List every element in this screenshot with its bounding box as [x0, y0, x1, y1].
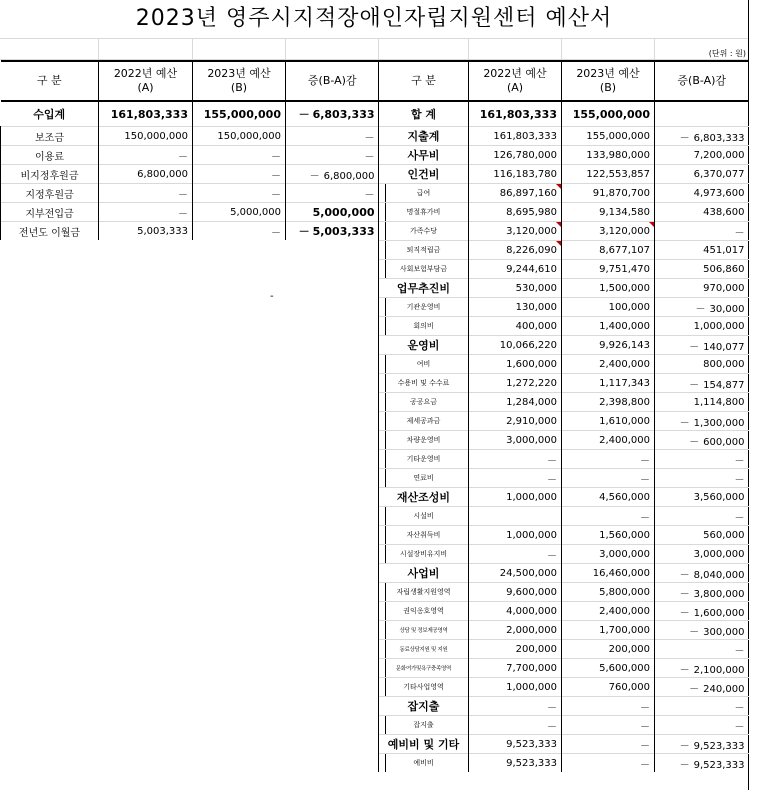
expense-row-2023: 1,500,000 — [562, 279, 655, 298]
income-row-diff: － — [286, 146, 379, 165]
expense-row-2022: 9,523,333 — [469, 754, 562, 773]
expense-row-diff: － — [655, 697, 749, 716]
expense-row-label: 여비 — [379, 355, 469, 374]
income-row — [1, 203, 379, 222]
expense-row-2023: － — [562, 469, 655, 488]
expense-row-diff: － — [655, 469, 749, 488]
expense-row — [379, 526, 749, 545]
expense-row-label: 운영비 — [379, 336, 469, 355]
stray-dash: - — [270, 291, 274, 302]
income-header-row — [1, 61, 379, 101]
expense-row-2022: 1,284,000 — [469, 393, 562, 412]
grid-cell — [468, 39, 469, 59]
header-division: 구 분 — [1, 61, 99, 101]
expense-row-2022: 116,183,780 — [469, 165, 562, 184]
expense-row-diff: － 300,000 — [655, 621, 749, 640]
expense-row-label: 기타운영비 — [379, 450, 469, 469]
expense-row-2023: 1,117,343 — [562, 374, 655, 393]
income-row-2022: － — [99, 184, 193, 203]
income-row-2022: 5,003,333 — [99, 222, 193, 241]
expense-row-label: 지출계 — [379, 127, 469, 146]
expense-row-diff: 7,200,000 — [655, 146, 749, 165]
expense-row-diff: 800,000 — [655, 355, 749, 374]
page-title: 2023년 영주시지적장애인자립지원센터 예산서 — [135, 6, 613, 31]
expense-row — [379, 393, 749, 412]
expense-row-diff: 970,000 — [655, 279, 749, 298]
expense-row-label: 공공요금 — [379, 393, 469, 412]
expense-row-2022: 130,000 — [469, 298, 562, 317]
income-row-diff: 5,000,000 — [286, 203, 379, 222]
income-row-2023: － — [193, 222, 286, 241]
income-total-label: 수입계 — [1, 101, 99, 127]
expense-row-2022: 8,695,980 — [469, 203, 562, 222]
expense-row — [379, 127, 749, 146]
income-row-diff: － 6,800,000 — [286, 165, 379, 184]
expense-row — [379, 317, 749, 336]
expense-row-2022: 200,000 — [469, 640, 562, 659]
expense-row-2023: 2,400,000 — [562, 431, 655, 450]
expense-row-2023: 1,610,000 — [562, 412, 655, 431]
income-row — [1, 127, 379, 146]
expense-row-label: 업무추진비 — [379, 279, 469, 298]
expense-row-2022: 1,600,000 — [469, 355, 562, 374]
expense-row — [379, 659, 749, 678]
expense-row-label: 예비비 및 기타 — [379, 735, 469, 754]
expense-row-2023: 2,400,000 — [562, 355, 655, 374]
header-diff: 증(B-A)감 — [286, 61, 379, 101]
expense-row — [379, 678, 749, 697]
expense-row-2022: 3,000,000 — [469, 431, 562, 450]
expense-row-label: 수용비 및 수수료 — [379, 374, 469, 393]
expense-row-diff: － 1,600,000 — [655, 602, 749, 621]
expense-row-2022: － — [469, 545, 562, 564]
expense-row-2022: 9,600,000 — [469, 583, 562, 602]
expense-row — [379, 203, 749, 222]
expense-row — [379, 336, 749, 355]
expense-row-label: 잡지출 — [379, 697, 469, 716]
expense-row — [379, 640, 749, 659]
expense-row-diff: 1,114,800 — [655, 393, 749, 412]
expense-row-label: 급여 — [379, 184, 469, 203]
expense-row-2022: － — [469, 469, 562, 488]
income-row-label: 보조금 — [1, 127, 99, 146]
expense-row-diff: － — [655, 716, 749, 735]
expense-row-2023: 1,400,000 — [562, 317, 655, 336]
expense-row-diff: － — [655, 507, 749, 526]
income-row-2022: 6,800,000 — [99, 165, 193, 184]
blank-grid-row — [0, 38, 748, 60]
expense-row — [379, 279, 749, 298]
expense-row-2023: － — [562, 735, 655, 754]
expense-row-label: 동료상담지원 및 지원 — [379, 640, 469, 659]
expense-row — [379, 184, 749, 203]
expense-row — [379, 564, 749, 583]
expense-row-label: 상담 및 정보제공영역 — [379, 621, 469, 640]
expense-row-diff: 438,600 — [655, 203, 749, 222]
expense-row-label: 사업비 — [379, 564, 469, 583]
expense-row-2023: 1,560,000 — [562, 526, 655, 545]
expense-row-2022: 1,272,220 — [469, 374, 562, 393]
expense-row-2023: 133,980,000 — [562, 146, 655, 165]
grid-cell — [285, 39, 286, 59]
expense-row-2023: 8,677,107 — [562, 241, 655, 260]
expense-row-label: 자산취득비 — [379, 526, 469, 545]
income-row-label: 지부전입금 — [1, 203, 99, 222]
income-row-2022: － — [99, 146, 193, 165]
expense-total-label: 합 계 — [379, 101, 469, 127]
expense-total-2022: 161,803,333 — [469, 101, 562, 127]
expense-row-label: 명절휴가비 — [379, 203, 469, 222]
header-2022: 2022년 예산 (A) — [469, 61, 562, 101]
expense-row-diff: 3,000,000 — [655, 545, 749, 564]
expense-row-2023: 1,700,000 — [562, 621, 655, 640]
expense-row — [379, 716, 749, 735]
expense-row-2023: 200,000 — [562, 640, 655, 659]
grid-cell — [98, 39, 99, 59]
income-row-label: 전년도 이월금 — [1, 222, 99, 241]
expense-row-2022: 2,000,000 — [469, 621, 562, 640]
expense-row — [379, 146, 749, 165]
expense-row-diff: 1,000,000 — [655, 317, 749, 336]
expense-row-2022: 8,226,090 — [469, 241, 562, 260]
expense-row-2022: 1,000,000 — [469, 678, 562, 697]
expense-row-2023: 4,560,000 — [562, 488, 655, 507]
expense-row-label: 예비비 — [379, 754, 469, 773]
expense-row-label: 기관운영비 — [379, 298, 469, 317]
expense-row-label: 재산조성비 — [379, 488, 469, 507]
expense-row-label: 자립생활지원영역 — [379, 583, 469, 602]
expense-row-label: 인건비 — [379, 165, 469, 184]
expense-row-2022: 3,120,000 — [469, 222, 562, 241]
expense-row-label: 차량운영비 — [379, 431, 469, 450]
expense-row-2022: 7,700,000 — [469, 659, 562, 678]
expense-row-2023: 3,120,000 — [562, 222, 655, 241]
expense-row-2023: 155,000,000 — [562, 127, 655, 146]
expense-row — [379, 583, 749, 602]
expense-row — [379, 355, 749, 374]
expense-row-2022: － — [469, 697, 562, 716]
income-row-2022: 150,000,000 — [99, 127, 193, 146]
grid-cell — [561, 39, 562, 59]
expense-row-2022: 161,803,333 — [469, 127, 562, 146]
income-row-2023: － — [193, 146, 286, 165]
expense-row — [379, 735, 749, 754]
grid-cell — [654, 39, 655, 59]
expense-row-diff: － 240,000 — [655, 678, 749, 697]
expense-row-label: 권익옹호영역 — [379, 602, 469, 621]
expense-row-diff: － 600,000 — [655, 431, 749, 450]
header-diff: 증(B-A)감 — [655, 61, 749, 101]
expense-row-diff: 451,017 — [655, 241, 749, 260]
income-row-2023: － — [193, 165, 286, 184]
expense-row — [379, 469, 749, 488]
expense-row-diff: 3,560,000 — [655, 488, 749, 507]
expense-row-diff: － — [655, 222, 749, 241]
expense-row-label: 퇴직적립금 — [379, 241, 469, 260]
expense-row-diff: 506,860 — [655, 260, 749, 279]
expense-row-diff: 6,370,077 — [655, 165, 749, 184]
expense-row-label: 사무비 — [379, 146, 469, 165]
income-row-2022: － — [99, 203, 193, 222]
expense-row-2022: 2,910,000 — [469, 412, 562, 431]
expense-header-row — [379, 61, 749, 101]
expense-row-2023: 9,926,143 — [562, 336, 655, 355]
expense-row-2023: 100,000 — [562, 298, 655, 317]
expense-row — [379, 488, 749, 507]
income-row-2023: － — [193, 184, 286, 203]
expense-table — [378, 60, 749, 772]
expense-row-2022: 9,244,610 — [469, 260, 562, 279]
expense-row-2023: － — [562, 716, 655, 735]
header-division: 구 분 — [379, 61, 469, 101]
expense-row-diff: － — [655, 450, 749, 469]
expense-row-label: 잡지출 — [379, 716, 469, 735]
header-2022: 2022년 예산 (A) — [99, 61, 193, 101]
expense-row-diff: － 9,523,333 — [655, 754, 749, 773]
expense-total-2023: 155,000,000 — [562, 101, 655, 127]
expense-row — [379, 222, 749, 241]
expense-row — [379, 241, 749, 260]
expense-row-2023: 2,398,800 — [562, 393, 655, 412]
expense-row-2022: 530,000 — [469, 279, 562, 298]
expense-total-diff — [655, 101, 749, 127]
expense-row — [379, 621, 749, 640]
expense-row-label: 연료비 — [379, 469, 469, 488]
expense-row-2023: － — [562, 754, 655, 773]
expense-row-diff: － 3,800,000 — [655, 583, 749, 602]
expense-row-2022: 4,000,000 — [469, 602, 562, 621]
expense-row — [379, 697, 749, 716]
expense-row-label: 제세공과금 — [379, 412, 469, 431]
expense-row-diff: － 140,077 — [655, 336, 749, 355]
income-total-row — [1, 101, 379, 127]
income-row-2023: 5,000,000 — [193, 203, 286, 222]
expense-row — [379, 545, 749, 564]
income-row — [1, 165, 379, 184]
expense-row — [379, 507, 749, 526]
expense-row-2023: 2,400,000 — [562, 602, 655, 621]
income-total-2023: 155,000,000 — [193, 101, 286, 127]
expense-row-diff: － 8,040,000 — [655, 564, 749, 583]
income-table — [0, 60, 379, 240]
expense-row — [379, 754, 749, 773]
expense-row-2022: 86,897,160 — [469, 184, 562, 203]
income-row-diff: － — [286, 184, 379, 203]
expense-row-2022: 126,780,000 — [469, 146, 562, 165]
expense-row-label: 회의비 — [379, 317, 469, 336]
income-row-label: 비지정후원금 — [1, 165, 99, 184]
expense-row-diff: － 30,000 — [655, 298, 749, 317]
expense-row-2023: － — [562, 507, 655, 526]
expense-row-2023: 91,870,700 — [562, 184, 655, 203]
expense-row — [379, 412, 749, 431]
expense-total-row — [379, 101, 749, 127]
expense-row — [379, 374, 749, 393]
expense-row-2023: 3,000,000 — [562, 545, 655, 564]
unit-label: (단위 : 원) — [708, 49, 746, 58]
expense-row-2022: 1,000,000 — [469, 488, 562, 507]
expense-row-diff: － 6,803,333 — [655, 127, 749, 146]
expense-row-2023: 5,800,000 — [562, 583, 655, 602]
grid-cell — [378, 39, 379, 59]
expense-row — [379, 450, 749, 469]
income-row-diff: － 5,003,333 — [286, 222, 379, 241]
income-row — [1, 184, 379, 203]
income-total-2022: 161,803,333 — [99, 101, 193, 127]
expense-row-label: 기타사업영역 — [379, 678, 469, 697]
income-row-label: 이용료 — [1, 146, 99, 165]
expense-row-2023: 760,000 — [562, 678, 655, 697]
expense-row-diff: 560,000 — [655, 526, 749, 545]
expense-row-label: 가족수당 — [379, 222, 469, 241]
income-row-2023: 150,000,000 — [193, 127, 286, 146]
expense-row — [379, 298, 749, 317]
expense-row-2022: － — [469, 716, 562, 735]
expense-row-2023: － — [562, 697, 655, 716]
expense-row-2023: 5,600,000 — [562, 659, 655, 678]
expense-row — [379, 431, 749, 450]
expense-row-2022: 400,000 — [469, 317, 562, 336]
expense-row-label: 시설비 — [379, 507, 469, 526]
income-row — [1, 222, 379, 241]
expense-row-2023: 9,751,470 — [562, 260, 655, 279]
expense-row-diff: － 154,877 — [655, 374, 749, 393]
expense-row-diff: － 9,523,333 — [655, 735, 749, 754]
expense-row — [379, 260, 749, 279]
expense-row-diff: － 2,100,000 — [655, 659, 749, 678]
grid-cell — [192, 39, 193, 59]
expense-row-2023: 122,553,857 — [562, 165, 655, 184]
expense-row-2022 — [469, 507, 562, 526]
expense-row-diff: － 1,300,000 — [655, 412, 749, 431]
expense-row — [379, 602, 749, 621]
income-total-diff: － 6,803,333 — [286, 101, 379, 127]
expense-row-2022: 1,000,000 — [469, 526, 562, 545]
expense-row-label: 시설장비유지비 — [379, 545, 469, 564]
income-row-label: 지정후원금 — [1, 184, 99, 203]
expense-row — [379, 165, 749, 184]
header-2023: 2023년 예산 (B) — [193, 61, 286, 101]
expense-row-2022: 9,523,333 — [469, 735, 562, 754]
expense-row-diff: － — [655, 640, 749, 659]
expense-row-2022: 10,066,220 — [469, 336, 562, 355]
expense-row-label: 문화여가및욕구충족영역 — [379, 659, 469, 678]
expense-row-2022: － — [469, 450, 562, 469]
expense-row-label: 사회보험부담금 — [379, 260, 469, 279]
expense-row-2023: 16,460,000 — [562, 564, 655, 583]
expense-row-2023: － — [562, 450, 655, 469]
income-row-diff: － — [286, 127, 379, 146]
expense-row-2022: 24,500,000 — [469, 564, 562, 583]
expense-row-diff: 4,973,600 — [655, 184, 749, 203]
expense-row-2023: 9,134,580 — [562, 203, 655, 222]
header-2023: 2023년 예산 (B) — [562, 61, 655, 101]
income-row — [1, 146, 379, 165]
